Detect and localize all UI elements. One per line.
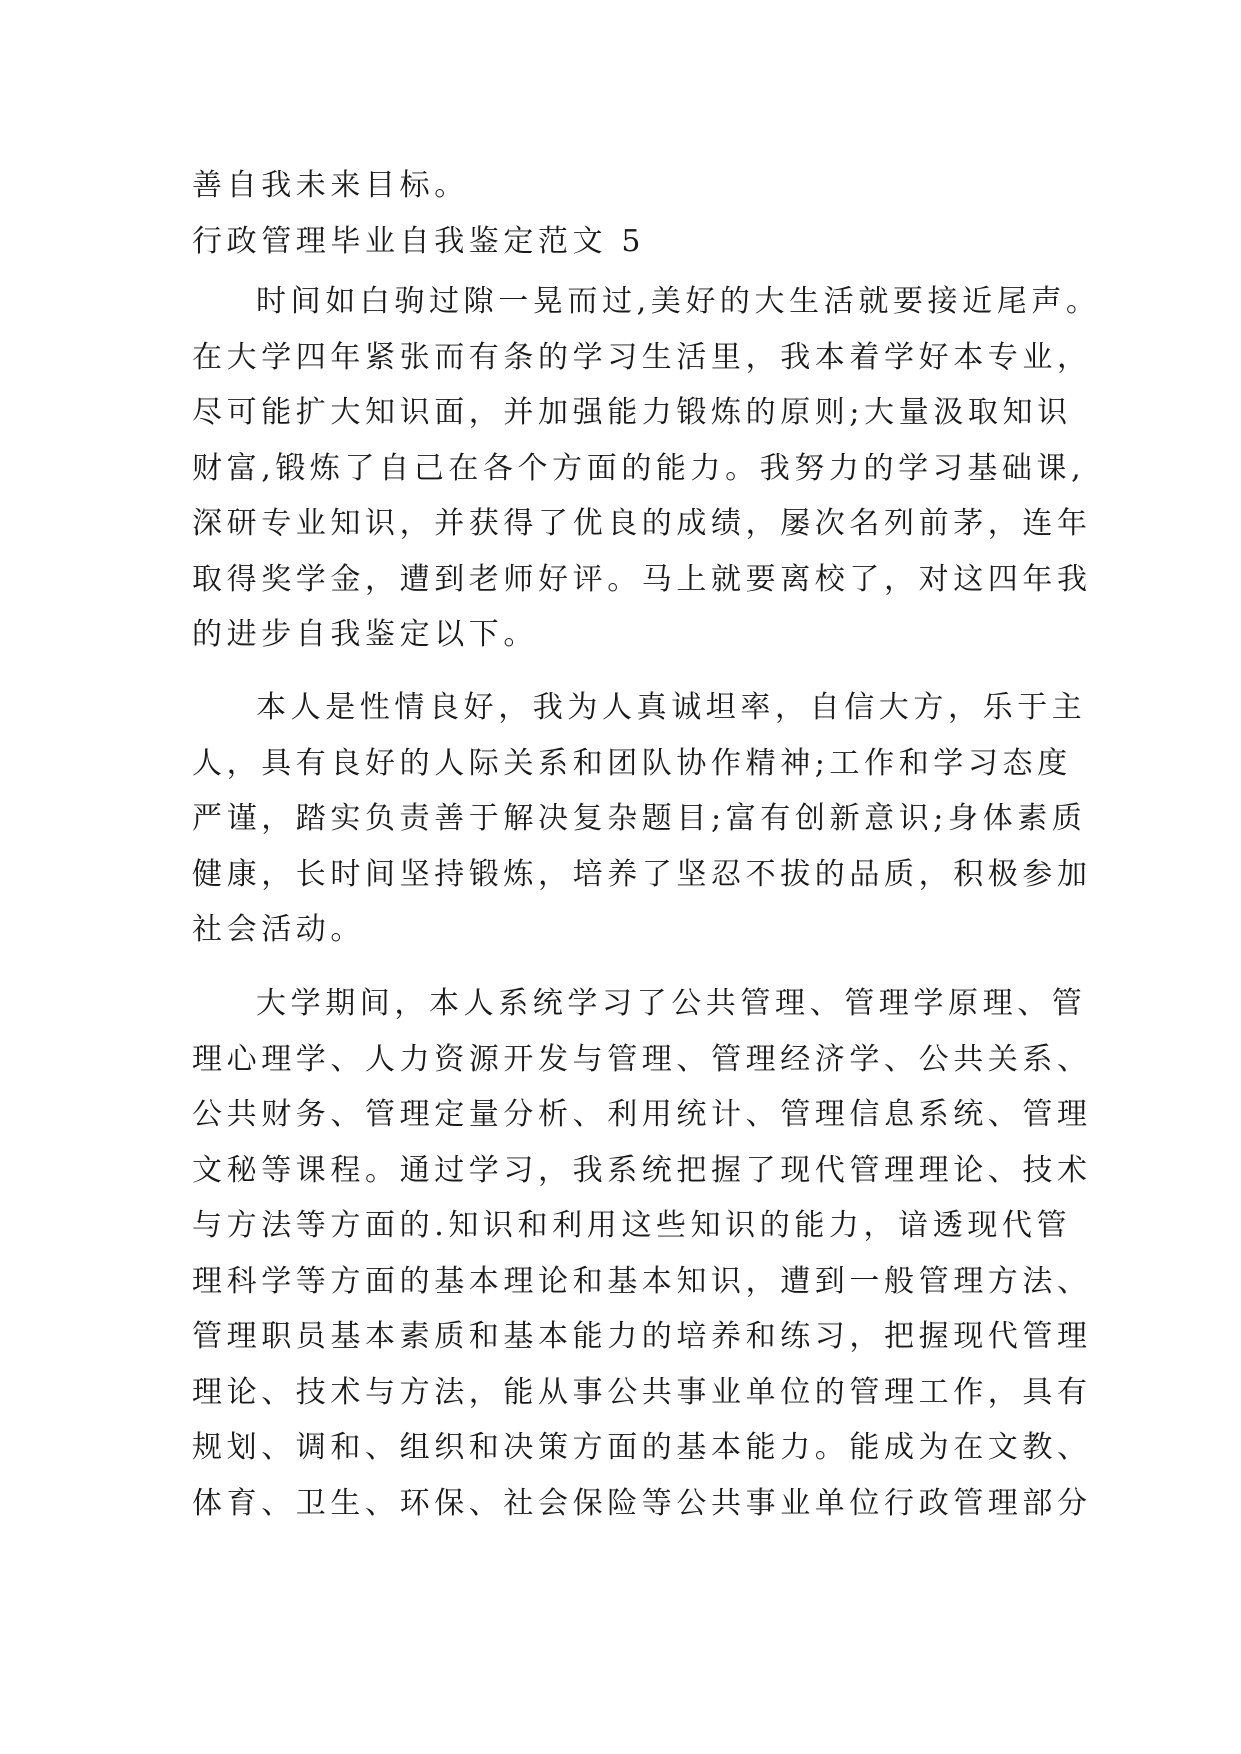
intro-line: 善自我未来目标。 [192, 168, 469, 203]
paragraph-line: 公共财务、管理定量分析、利用统计、管理信息系统、管理 [192, 1097, 1092, 1132]
paragraph-line: 本人是性情良好，我为人真诚坦率，自信大方，乐于主 [256, 690, 1087, 725]
paragraph-line: 文秘等课程。通过学习，我系统把握了现代管理理论、技术 [192, 1153, 1092, 1188]
paragraph-line: 人，具有良好的人际关系和团队协作精神;工作和学习态度 [192, 746, 1072, 781]
paragraph-line: 财富,锻炼了自己在各个方面的能力。我努力的学习基础课, [192, 451, 1086, 486]
paragraph-line: 尽可能扩大知识面，并加强能力锻炼的原则;大量汲取知识 [192, 395, 1072, 430]
paragraph-line: 体育、卫生、环保、社会保险等公共事业单位行政管理部分 [192, 1486, 1092, 1521]
paragraph-line: 时间如白驹过隙一晃而过,美好的大生活就要接近尾声。 [256, 284, 1101, 319]
paragraph-line: 健康，长时间坚持锻炼，培养了坚忍不拔的品质，积极参加 [192, 857, 1092, 892]
paragraph-line: 深研专业知识，并获得了优良的成绩，屡次名列前茅，连年 [192, 506, 1092, 541]
paragraph-line: 取得奖学金，遭到老师好评。马上就要离校了，对这四年我 [192, 562, 1092, 597]
paragraph-line: 的进步自我鉴定以下。 [192, 617, 538, 652]
paragraph-line: 理科学等方面的基本理论和基本知识，遭到一般管理方法、 [192, 1264, 1092, 1299]
section-heading: 行政管理毕业自我鉴定范文 5 [192, 224, 646, 259]
paragraph-line: 管理职员基本素质和基本能力的培养和练习，把握现代管理 [192, 1319, 1092, 1354]
paragraph-line: 与方法等方面的.知识和利用这些知识的能力，谙透现代管 [192, 1208, 1072, 1243]
paragraph-line: 社会活动。 [192, 912, 365, 947]
paragraph-line: 理论、技术与方法，能从事公共事业单位的管理工作，具有 [192, 1375, 1092, 1410]
paragraph-line: 在大学四年紧张而有条的学习生活里，我本着学好本专业， [192, 340, 1092, 375]
paragraph-line: 严谨，踏实负责善于解决复杂题目;富有创新意识;身体素质 [192, 801, 1087, 836]
paragraph-line: 大学期间，本人系统学习了公共管理、管理学原理、管 [256, 986, 1087, 1021]
paragraph-line: 理心理学、人力资源开发与管理、管理经济学、公共关系、 [192, 1042, 1092, 1077]
paragraph-line: 规划、调和、组织和决策方面的基本能力。能成为在文教、 [192, 1430, 1092, 1465]
